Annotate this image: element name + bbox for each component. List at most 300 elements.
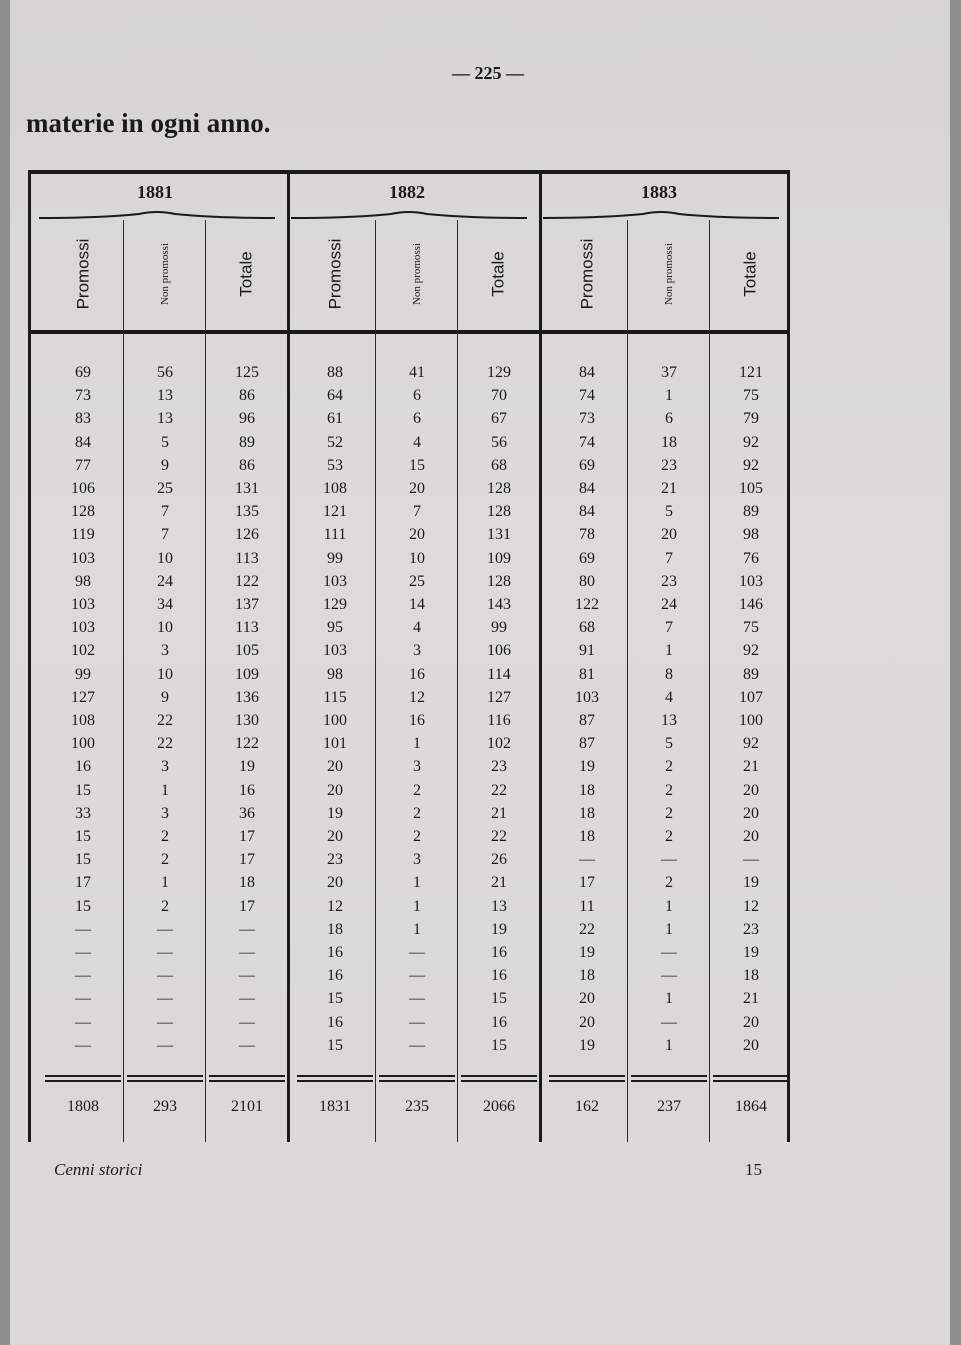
table-cell: 98: [743, 526, 759, 544]
table-cell: 9: [161, 456, 169, 474]
table-cell: 89: [743, 665, 759, 683]
table-cell: —: [157, 967, 173, 985]
table-cell: 103: [71, 619, 95, 637]
table-cell: —: [661, 851, 677, 869]
table-cell: 56: [491, 433, 507, 451]
table-cell: 36: [239, 804, 255, 822]
table-cell: —: [75, 990, 91, 1008]
table-cell: 20: [327, 828, 343, 845]
table-cell: 5: [665, 735, 673, 753]
table-cell: 18: [579, 781, 595, 799]
table-cell: 23: [327, 851, 343, 869]
table-cell: —: [157, 1036, 173, 1054]
table-cell: 126: [235, 526, 259, 544]
year-header-1882: 1882: [389, 182, 425, 202]
table-cell: —: [75, 944, 91, 961]
table-cell: 12: [327, 897, 343, 915]
table-cell: —: [239, 920, 255, 938]
table-cell: 70: [491, 387, 507, 405]
table-cell: 102: [71, 642, 95, 660]
column-header-promossi-1881: [53, 220, 113, 328]
table-cell: 2: [161, 851, 169, 869]
table-cell: 105: [739, 480, 763, 497]
table-cell: 18: [579, 967, 595, 985]
table-cell: 127: [487, 688, 511, 706]
table-cell: 18: [579, 828, 595, 845]
table-cell: 16: [327, 967, 343, 985]
table-cell: 103: [71, 549, 95, 567]
table-cell: 89: [239, 433, 255, 451]
table-cell: 146: [739, 596, 763, 613]
table-cell: 121: [739, 364, 763, 381]
table-cell: 16: [409, 665, 425, 683]
table-cell: 2: [161, 897, 169, 915]
table-cell: 116: [487, 712, 511, 729]
table-cell: 17: [239, 897, 255, 915]
table-cell: 75: [743, 619, 759, 637]
table-cell: 122: [235, 735, 259, 753]
table-cell: 75: [743, 387, 759, 405]
table-cell: 7: [413, 503, 421, 521]
table-cell: 3: [161, 642, 169, 660]
table-cell: 21: [743, 990, 759, 1008]
table-cell: 127: [71, 688, 95, 706]
table-cell: 103: [323, 642, 347, 660]
table-cell: 113: [235, 619, 259, 637]
table-cell: 115: [323, 688, 347, 706]
table-cell: 24: [157, 572, 173, 590]
table-cell: —: [75, 920, 91, 938]
column-header-label: Non promossi: [411, 242, 423, 306]
total-cell: 1864: [735, 1098, 767, 1115]
table-cell: 84: [75, 433, 91, 451]
column-divider: [123, 220, 124, 1142]
table-cell: 3: [413, 642, 421, 660]
table-cell: 84: [579, 480, 595, 497]
footer-sheet-number: 15: [745, 1160, 762, 1179]
table-cell: 76: [743, 549, 759, 567]
column-divider: [457, 220, 458, 1142]
table-cell: 23: [661, 572, 677, 590]
header-rule: [31, 330, 787, 334]
totals-rule: [45, 1075, 121, 1077]
table-cell: 92: [743, 642, 759, 660]
table-cell: 20: [409, 480, 425, 497]
table-cell: 122: [235, 572, 259, 590]
table-cell: 129: [323, 596, 347, 613]
table-cell: 19: [327, 804, 343, 822]
table-cell: 21: [491, 804, 507, 822]
year-header-1883: 1883: [641, 182, 677, 202]
totals-rule: [461, 1075, 537, 1077]
table-cell: 33: [75, 804, 91, 822]
table-cell: 2: [665, 828, 673, 845]
table-cell: 7: [161, 503, 169, 521]
table-cell: 113: [235, 549, 259, 567]
table-cell: 9: [161, 688, 169, 706]
footer-signature: Cenni storici: [54, 1160, 143, 1179]
table-cell: 20: [743, 1036, 759, 1054]
table-cell: 1: [665, 1036, 673, 1054]
total-cell: 1808: [67, 1098, 99, 1115]
table-cell: 18: [327, 920, 343, 938]
table-cell: 15: [409, 456, 425, 474]
table-cell: 2: [665, 804, 673, 822]
table-cell: 10: [409, 549, 425, 567]
table-cell: 6: [413, 387, 421, 405]
table-cell: 129: [487, 364, 511, 381]
table-cell: 2: [413, 828, 421, 845]
table-cell: 20: [743, 804, 759, 822]
table-cell: 19: [579, 1036, 595, 1054]
table-cell: 22: [579, 920, 595, 938]
table-cell: 16: [491, 944, 507, 961]
table-cell: 3: [161, 758, 169, 776]
table-cell: 106: [71, 480, 95, 497]
totals-rule: [209, 1075, 285, 1077]
table-cell: 1: [665, 642, 673, 660]
table-cell: 4: [413, 433, 421, 451]
table-cell: 19: [579, 944, 595, 961]
table-cell: 20: [579, 1013, 595, 1031]
table-cell: 101: [323, 735, 347, 753]
table-top-rule: [28, 170, 790, 174]
table-cell: 131: [487, 526, 511, 544]
table-cell: 135: [235, 503, 259, 521]
table-cell: 25: [409, 572, 425, 590]
table-cell: 10: [157, 549, 173, 567]
column-header-label: Totale: [489, 251, 508, 297]
table-cell: 91: [579, 642, 595, 660]
table-cell: —: [157, 920, 173, 938]
table-cell: 14: [409, 596, 425, 613]
table-cell: 102: [487, 735, 511, 753]
table-cell: 109: [235, 665, 259, 683]
totals-rule: [713, 1075, 789, 1077]
table-cell: 3: [413, 851, 421, 869]
table-cell: 81: [579, 665, 595, 683]
table-cell: 84: [579, 364, 595, 381]
table-cell: 1: [665, 990, 673, 1008]
table-cell: 1: [413, 735, 421, 753]
column-header-non-promossi-1883: [639, 220, 699, 328]
table-cell: 80: [579, 572, 595, 590]
table-cell: 37: [661, 364, 677, 381]
table-cell: 103: [575, 688, 599, 706]
table-cell: 103: [739, 572, 763, 590]
table-cell: 107: [739, 688, 763, 706]
table-cell: 20: [409, 526, 425, 544]
column-header-totale-1883: [721, 220, 781, 328]
table-cell: —: [239, 1013, 255, 1031]
column-header-label: Non promossi: [663, 242, 675, 306]
total-cell: 293: [153, 1098, 177, 1115]
table-cell: 2: [665, 874, 673, 892]
table-cell: 13: [157, 387, 173, 405]
table-cell: 86: [239, 387, 255, 405]
table-cell: 6: [665, 410, 673, 428]
column-header-non-promossi-1882: [387, 220, 447, 328]
table-cell: 3: [413, 758, 421, 776]
table-cell: 19: [239, 758, 255, 776]
table-cell: 99: [327, 549, 343, 567]
table-cell: 99: [75, 665, 91, 683]
table-cell: 73: [75, 387, 91, 405]
table-cell: 19: [743, 874, 759, 892]
table-cell: 1: [413, 920, 421, 938]
table-cell: 79: [743, 410, 759, 428]
table-cell: 19: [743, 944, 759, 961]
table-cell: 22: [491, 828, 507, 845]
total-cell: 237: [657, 1098, 681, 1115]
table-cell: 10: [157, 665, 173, 683]
column-header-totale-1881: [217, 220, 277, 328]
table-cell: 17: [239, 828, 255, 845]
year-divider: [287, 174, 290, 1142]
table-cell: 23: [743, 920, 759, 938]
totals-rule: [297, 1075, 373, 1077]
table-cell: 88: [327, 364, 343, 381]
table-cell: 84: [579, 503, 595, 521]
total-cell: 2101: [231, 1098, 263, 1115]
table-cell: 16: [75, 758, 91, 776]
table-cell: 4: [665, 688, 673, 706]
table-cell: 15: [327, 990, 343, 1008]
table-cell: 1: [665, 920, 673, 938]
table-cell: 24: [661, 596, 677, 613]
table-cell: 1: [665, 387, 673, 405]
table-cell: 23: [491, 758, 507, 776]
table-cell: 22: [491, 781, 507, 799]
table-cell: 69: [579, 456, 595, 474]
table-cell: 122: [575, 596, 599, 613]
table-cell: 21: [743, 758, 759, 776]
table-cell: 1: [161, 781, 169, 799]
column-header-label: Totale: [741, 251, 760, 297]
totals-rule: [549, 1075, 625, 1077]
table-cell: 15: [327, 1036, 343, 1054]
table-cell: 53: [327, 456, 343, 474]
table-cell: 87: [579, 712, 595, 729]
table-cell: 41: [409, 364, 425, 381]
brace-1882: [291, 210, 527, 220]
total-cell: 1831: [319, 1098, 351, 1115]
column-header-label: Promossi: [73, 238, 93, 310]
column-header-label: Totale: [237, 251, 256, 297]
table-cell: 74: [579, 433, 595, 451]
table-cell: 1: [413, 897, 421, 915]
table-cell: 12: [409, 688, 425, 706]
table-cell: —: [75, 967, 91, 985]
table-cell: 106: [487, 642, 511, 660]
totals-rule: [209, 1080, 285, 1082]
totals-rule: [45, 1080, 121, 1082]
table-cell: 56: [157, 364, 173, 381]
table-cell: 17: [239, 851, 255, 869]
table-cell: 2: [665, 758, 673, 776]
table-cell: 3: [161, 804, 169, 822]
table-cell: —: [75, 1013, 91, 1031]
table-cell: 1: [413, 874, 421, 892]
totals-rule: [549, 1080, 625, 1082]
column-divider: [375, 220, 376, 1142]
table-cell: 16: [409, 712, 425, 729]
table-cell: 103: [71, 596, 95, 613]
table-cell: 23: [661, 456, 677, 474]
table-cell: —: [409, 944, 425, 961]
table-cell: 2: [161, 828, 169, 845]
totals-rule: [631, 1075, 707, 1077]
table-cell: 15: [75, 781, 91, 799]
totals-rule: [297, 1080, 373, 1082]
table-cell: —: [409, 1036, 425, 1054]
column-header-promossi-1882: [305, 220, 365, 328]
table-cell: 64: [327, 387, 343, 405]
table-cell: 16: [327, 944, 343, 961]
year-divider: [539, 174, 542, 1142]
table-cell: 1: [161, 874, 169, 892]
table-cell: 78: [579, 526, 595, 544]
column-divider: [627, 220, 628, 1142]
table-cell: 18: [579, 804, 595, 822]
table-cell: 103: [323, 572, 347, 590]
table-cell: 69: [579, 549, 595, 567]
table-cell: 16: [327, 1013, 343, 1031]
column-header-label: Promossi: [577, 238, 597, 310]
table-cell: 121: [323, 503, 347, 521]
table-cell: —: [239, 990, 255, 1008]
table-cell: 20: [661, 526, 677, 544]
table-cell: 96: [239, 410, 255, 428]
table-cell: 20: [327, 874, 343, 892]
table-cell: 20: [327, 758, 343, 776]
table-cell: —: [239, 1036, 255, 1054]
table-cell: 22: [157, 712, 173, 729]
table-cell: 61: [327, 410, 343, 428]
table-cell: 15: [75, 851, 91, 869]
table-cell: 128: [71, 503, 95, 521]
table-cell: 34: [157, 596, 173, 613]
brace-1881: [39, 210, 275, 220]
table-cell: 17: [75, 874, 91, 892]
table-cell: 11: [579, 897, 595, 915]
total-cell: 235: [405, 1098, 429, 1115]
table-cell: 52: [327, 433, 343, 451]
table-cell: 69: [75, 364, 91, 381]
table-cell: 5: [161, 433, 169, 451]
table-cell: 6: [413, 410, 421, 428]
column-divider: [709, 220, 710, 1142]
table-cell: —: [661, 967, 677, 985]
table-cell: 7: [665, 619, 673, 637]
table-cell: 131: [235, 480, 259, 497]
total-cell: 2066: [483, 1098, 515, 1115]
table-cell: 4: [413, 619, 421, 637]
table-cell: 21: [491, 874, 507, 892]
page-heading: materie in ogni anno.: [26, 108, 271, 138]
table-cell: 114: [487, 665, 511, 683]
column-header-promossi-1883: [557, 220, 617, 328]
table-cell: 16: [491, 967, 507, 985]
table-cell: 125: [235, 364, 259, 381]
column-header-label: Non promossi: [159, 242, 171, 306]
table-cell: 17: [579, 874, 595, 892]
table-cell: 18: [743, 967, 759, 985]
totals-rule: [127, 1080, 203, 1082]
table-cell: 119: [71, 526, 95, 544]
table-cell: 68: [579, 619, 595, 637]
table-cell: 77: [75, 456, 91, 474]
table-cell: 89: [743, 503, 759, 521]
table-cell: 87: [579, 735, 595, 753]
table-cell: —: [157, 1013, 173, 1031]
column-header-non-promossi-1881: [135, 220, 195, 328]
table-cell: —: [239, 967, 255, 985]
table-cell: 100: [71, 735, 95, 753]
brace-1883: [543, 210, 779, 220]
table-cell: —: [409, 1013, 425, 1031]
table-cell: 5: [665, 503, 673, 521]
table-cell: 10: [157, 619, 173, 637]
table-cell: 111: [323, 526, 347, 544]
table-cell: 143: [487, 596, 511, 613]
table-cell: —: [579, 851, 595, 869]
table-cell: 128: [487, 503, 511, 521]
table-cell: 130: [235, 712, 259, 729]
table-cell: 137: [235, 596, 259, 613]
table-cell: 98: [75, 572, 91, 590]
table-cell: 16: [239, 781, 255, 799]
table-cell: 13: [491, 897, 507, 915]
total-cell: 162: [575, 1098, 599, 1115]
table-cell: 95: [327, 619, 343, 637]
totals-rule: [127, 1075, 203, 1077]
column-divider: [205, 220, 206, 1142]
table-cell: 15: [491, 1036, 507, 1054]
column-header-label: Promossi: [325, 238, 345, 310]
table-cell: 128: [487, 572, 511, 590]
table-cell: —: [409, 967, 425, 985]
table-cell: 18: [239, 874, 255, 892]
table-cell: 108: [71, 712, 95, 729]
table-cell: 13: [157, 410, 173, 428]
book-page: [10, 0, 950, 1345]
table-cell: 20: [743, 828, 759, 845]
table-cell: 67: [491, 410, 507, 428]
page-number: — 225 —: [452, 63, 524, 83]
table-cell: —: [661, 944, 677, 961]
table-cell: 73: [579, 410, 595, 428]
table-cell: —: [409, 990, 425, 1008]
table-cell: 20: [327, 781, 343, 799]
table-cell: 19: [579, 758, 595, 776]
table-cell: 92: [743, 735, 759, 753]
table-cell: —: [661, 1013, 677, 1031]
table-cell: 2: [413, 804, 421, 822]
table-cell: 12: [743, 897, 759, 915]
table-cell: —: [743, 851, 759, 869]
table-cell: 68: [491, 456, 507, 474]
table-cell: 74: [579, 387, 595, 405]
table-cell: 92: [743, 433, 759, 451]
table-cell: 109: [487, 549, 511, 567]
table-cell: 136: [235, 688, 259, 706]
table-cell: 92: [743, 456, 759, 474]
table-cell: 20: [743, 781, 759, 799]
table-cell: 86: [239, 456, 255, 474]
table-cell: 99: [491, 619, 507, 637]
table-cell: 2: [665, 781, 673, 799]
